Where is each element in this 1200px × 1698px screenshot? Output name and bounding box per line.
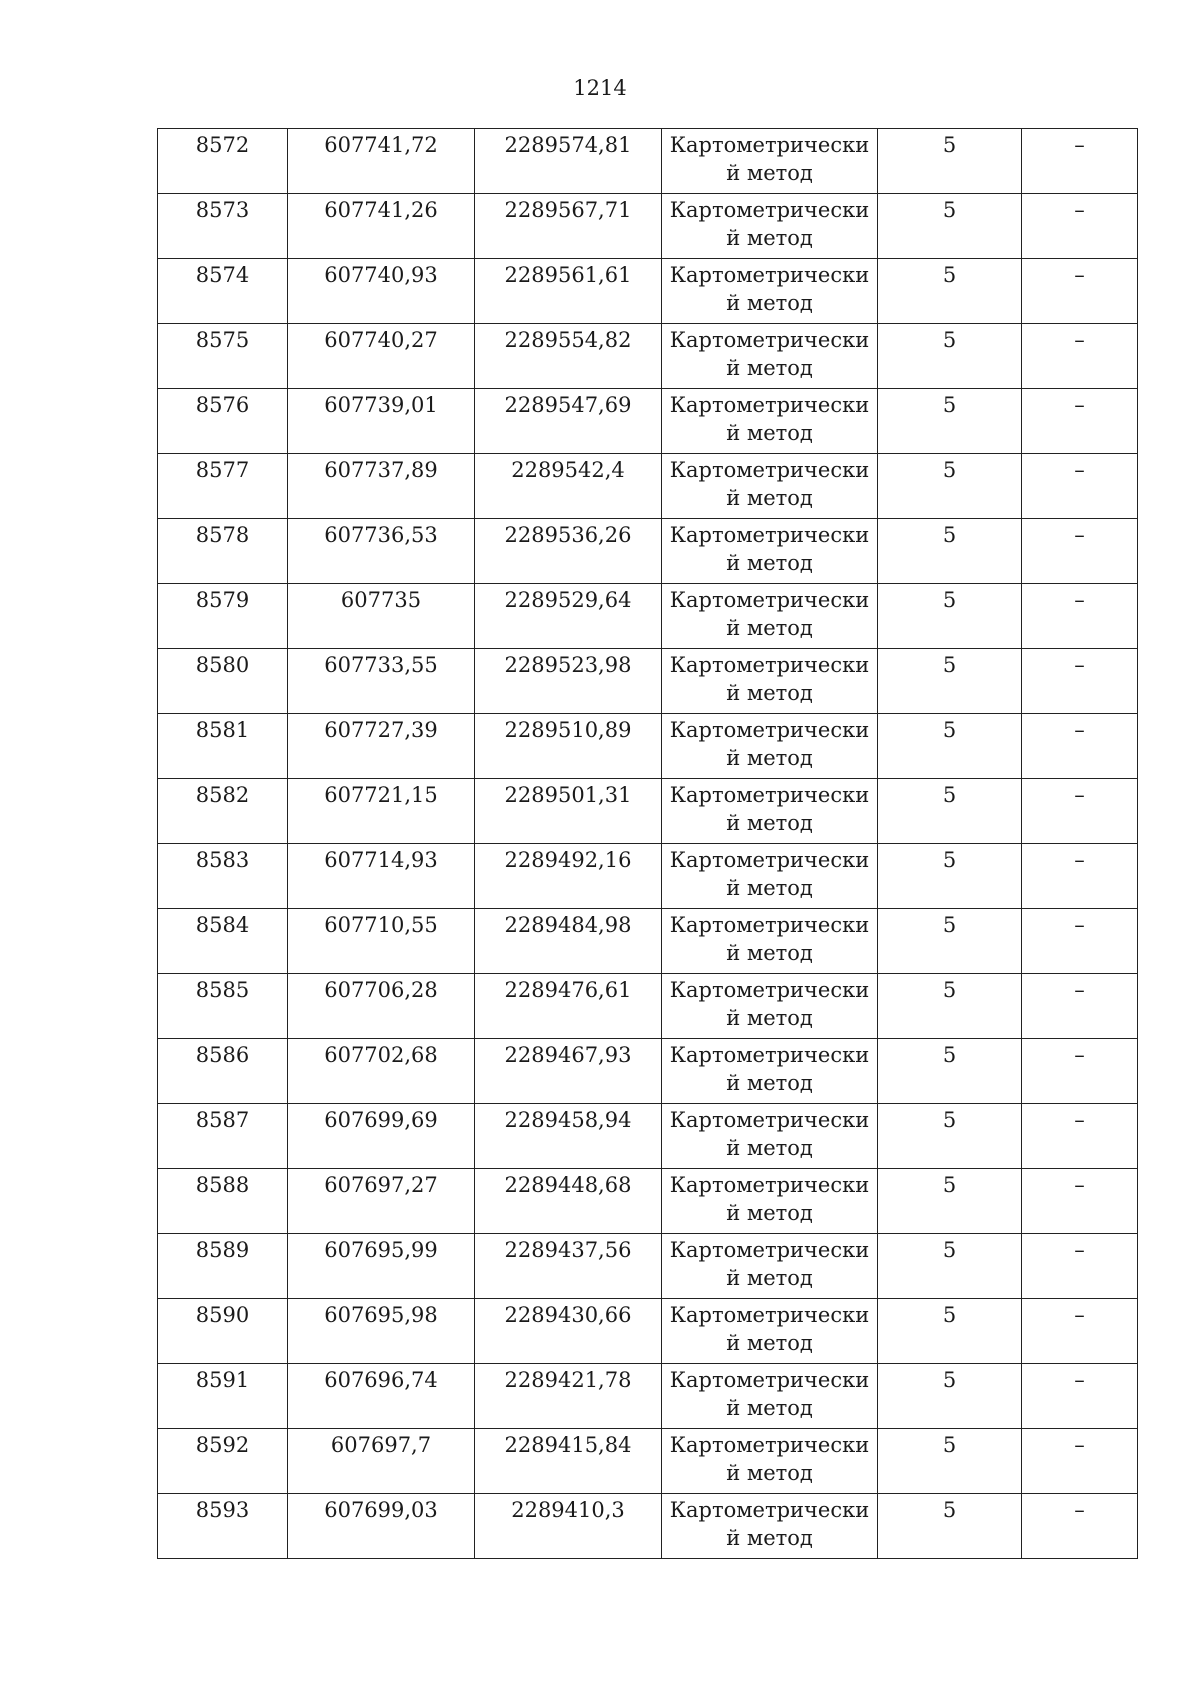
method-line-1: Картометрически: [669, 913, 870, 937]
method-line-2: й метод: [726, 1526, 813, 1550]
method-cell: [662, 1169, 878, 1234]
accuracy-cell: 5: [878, 779, 1022, 844]
method-line-2: й метод: [726, 1266, 813, 1290]
x-coordinate-cell: 607706,28: [288, 974, 475, 1039]
note-cell: –: [1022, 584, 1138, 649]
point-number-cell: 8587: [158, 1104, 288, 1169]
x-coordinate-cell: 607699,69: [288, 1104, 475, 1169]
table-row: [158, 1104, 1138, 1169]
point-number-cell: 8582: [158, 779, 288, 844]
table-row: [158, 129, 1138, 194]
point-number-cell: 8589: [158, 1234, 288, 1299]
method-cell: [662, 1234, 878, 1299]
method-cell: [662, 194, 878, 259]
method-line-2: й метод: [726, 291, 813, 315]
method-line-2: й метод: [726, 551, 813, 575]
method-cell: [662, 519, 878, 584]
method-line-1: Картометрически: [669, 263, 870, 287]
point-number-cell: 8576: [158, 389, 288, 454]
note-cell: –: [1022, 974, 1138, 1039]
method-line-2: й метод: [726, 811, 813, 835]
accuracy-cell: 5: [878, 259, 1022, 324]
method-line-1: Картометрически: [669, 1043, 870, 1067]
method-cell: [662, 389, 878, 454]
accuracy-cell: 5: [878, 1039, 1022, 1104]
method-line-2: й метод: [726, 161, 813, 185]
method-cell: [662, 324, 878, 389]
note-cell: –: [1022, 129, 1138, 194]
point-number-cell: 8575: [158, 324, 288, 389]
note-cell: –: [1022, 844, 1138, 909]
accuracy-cell: 5: [878, 1169, 1022, 1234]
y-coordinate-cell: 2289448,68: [475, 1169, 662, 1234]
note-cell: –: [1022, 779, 1138, 844]
table-row: [158, 649, 1138, 714]
table-row: [158, 519, 1138, 584]
y-coordinate-cell: 2289529,64: [475, 584, 662, 649]
point-number-cell: 8579: [158, 584, 288, 649]
method-line-2: й метод: [726, 1461, 813, 1485]
note-cell: –: [1022, 1364, 1138, 1429]
method-line-1: Картометрически: [669, 1368, 870, 1392]
point-number-cell: 8577: [158, 454, 288, 519]
x-coordinate-cell: 607741,26: [288, 194, 475, 259]
table-row: [158, 844, 1138, 909]
y-coordinate-cell: 2289510,89: [475, 714, 662, 779]
y-coordinate-cell: 2289492,16: [475, 844, 662, 909]
accuracy-cell: 5: [878, 1494, 1022, 1559]
y-coordinate-cell: 2289430,66: [475, 1299, 662, 1364]
x-coordinate-cell: 607697,7: [288, 1429, 475, 1494]
point-number-cell: 8573: [158, 194, 288, 259]
accuracy-cell: 5: [878, 389, 1022, 454]
accuracy-cell: 5: [878, 974, 1022, 1039]
table-row: [158, 1169, 1138, 1234]
table-row: [158, 1039, 1138, 1104]
note-cell: –: [1022, 714, 1138, 779]
table-row: [158, 1364, 1138, 1429]
table-row: [158, 1234, 1138, 1299]
method-line-2: й метод: [726, 1201, 813, 1225]
x-coordinate-cell: 607695,99: [288, 1234, 475, 1299]
method-line-1: Картометрически: [669, 458, 870, 482]
note-cell: –: [1022, 454, 1138, 519]
accuracy-cell: 5: [878, 519, 1022, 584]
x-coordinate-cell: 607733,55: [288, 649, 475, 714]
accuracy-cell: 5: [878, 1429, 1022, 1494]
x-coordinate-cell: 607740,27: [288, 324, 475, 389]
method-cell: [662, 779, 878, 844]
method-line-1: Картометрически: [669, 718, 870, 742]
method-line-1: Картометрически: [669, 393, 870, 417]
method-line-2: й метод: [726, 1006, 813, 1030]
y-coordinate-cell: 2289542,4: [475, 454, 662, 519]
point-number-cell: 8592: [158, 1429, 288, 1494]
method-cell: [662, 259, 878, 324]
method-cell: [662, 1104, 878, 1169]
note-cell: –: [1022, 324, 1138, 389]
point-number-cell: 8583: [158, 844, 288, 909]
accuracy-cell: 5: [878, 324, 1022, 389]
accuracy-cell: 5: [878, 909, 1022, 974]
method-line-2: й метод: [726, 746, 813, 770]
point-number-cell: 8580: [158, 649, 288, 714]
method-cell: [662, 844, 878, 909]
accuracy-cell: 5: [878, 194, 1022, 259]
method-line-1: Картометрически: [669, 1238, 870, 1262]
point-number-cell: 8578: [158, 519, 288, 584]
accuracy-cell: 5: [878, 649, 1022, 714]
x-coordinate-cell: 607697,27: [288, 1169, 475, 1234]
method-cell: [662, 1494, 878, 1559]
method-cell: [662, 584, 878, 649]
y-coordinate-cell: 2289567,71: [475, 194, 662, 259]
method-cell: [662, 974, 878, 1039]
note-cell: –: [1022, 1234, 1138, 1299]
note-cell: –: [1022, 1299, 1138, 1364]
point-number-cell: 8581: [158, 714, 288, 779]
note-cell: –: [1022, 1494, 1138, 1559]
table-row: [158, 974, 1138, 1039]
accuracy-cell: 5: [878, 129, 1022, 194]
note-cell: –: [1022, 1429, 1138, 1494]
y-coordinate-cell: 2289547,69: [475, 389, 662, 454]
method-line-2: й метод: [726, 1396, 813, 1420]
method-line-2: й метод: [726, 876, 813, 900]
table-row: [158, 714, 1138, 779]
point-number-cell: 8590: [158, 1299, 288, 1364]
point-number-cell: 8588: [158, 1169, 288, 1234]
x-coordinate-cell: 607740,93: [288, 259, 475, 324]
method-cell: [662, 909, 878, 974]
x-coordinate-cell: 607721,15: [288, 779, 475, 844]
note-cell: –: [1022, 389, 1138, 454]
method-line-2: й метод: [726, 486, 813, 510]
method-line-1: Картометрически: [669, 1303, 870, 1327]
note-cell: –: [1022, 259, 1138, 324]
page-number: 1214: [573, 76, 627, 100]
point-number-cell: 8574: [158, 259, 288, 324]
x-coordinate-cell: 607696,74: [288, 1364, 475, 1429]
table-row: [158, 194, 1138, 259]
table-row: [158, 259, 1138, 324]
method-line-2: й метод: [726, 1331, 813, 1355]
point-number-cell: 8572: [158, 129, 288, 194]
method-line-1: Картометрически: [669, 1498, 870, 1522]
method-line-1: Картометрически: [669, 133, 870, 157]
note-cell: –: [1022, 1169, 1138, 1234]
note-cell: –: [1022, 1039, 1138, 1104]
x-coordinate-cell: 607699,03: [288, 1494, 475, 1559]
method-line-1: Картометрически: [669, 588, 870, 612]
table-row: [158, 454, 1138, 519]
method-cell: [662, 454, 878, 519]
method-line-1: Картометрически: [669, 783, 870, 807]
x-coordinate-cell: 607736,53: [288, 519, 475, 584]
method-line-2: й метод: [726, 941, 813, 965]
point-number-cell: 8593: [158, 1494, 288, 1559]
method-line-2: й метод: [726, 1136, 813, 1160]
accuracy-cell: 5: [878, 1364, 1022, 1429]
y-coordinate-cell: 2289415,84: [475, 1429, 662, 1494]
y-coordinate-cell: 2289410,3: [475, 1494, 662, 1559]
y-coordinate-cell: 2289484,98: [475, 909, 662, 974]
x-coordinate-cell: 607735: [288, 584, 475, 649]
accuracy-cell: 5: [878, 1104, 1022, 1169]
accuracy-cell: 5: [878, 1234, 1022, 1299]
method-cell: [662, 1039, 878, 1104]
y-coordinate-cell: 2289458,94: [475, 1104, 662, 1169]
x-coordinate-cell: 607695,98: [288, 1299, 475, 1364]
accuracy-cell: 5: [878, 844, 1022, 909]
x-coordinate-cell: 607737,89: [288, 454, 475, 519]
method-line-1: Картометрически: [669, 523, 870, 547]
table-row: [158, 909, 1138, 974]
note-cell: –: [1022, 649, 1138, 714]
x-coordinate-cell: 607702,68: [288, 1039, 475, 1104]
x-coordinate-cell: 607727,39: [288, 714, 475, 779]
method-cell: [662, 1429, 878, 1494]
method-line-1: Картометрически: [669, 653, 870, 677]
table-row: [158, 1429, 1138, 1494]
note-cell: –: [1022, 909, 1138, 974]
point-number-cell: 8585: [158, 974, 288, 1039]
method-line-2: й метод: [726, 681, 813, 705]
accuracy-cell: 5: [878, 454, 1022, 519]
y-coordinate-cell: 2289523,98: [475, 649, 662, 714]
method-cell: [662, 714, 878, 779]
method-line-2: й метод: [726, 226, 813, 250]
note-cell: –: [1022, 194, 1138, 259]
method-line-1: Картометрически: [669, 978, 870, 1002]
method-line-1: Картометрически: [669, 328, 870, 352]
method-line-1: Картометрически: [669, 1433, 870, 1457]
x-coordinate-cell: 607739,01: [288, 389, 475, 454]
y-coordinate-cell: 2289501,31: [475, 779, 662, 844]
x-coordinate-cell: 607741,72: [288, 129, 475, 194]
method-cell: [662, 1299, 878, 1364]
method-line-2: й метод: [726, 356, 813, 380]
table-row: [158, 324, 1138, 389]
table-row: [158, 779, 1138, 844]
method-line-1: Картометрически: [669, 1108, 870, 1132]
point-number-cell: 8584: [158, 909, 288, 974]
y-coordinate-cell: 2289476,61: [475, 974, 662, 1039]
coordinates-table: [157, 128, 1138, 1559]
accuracy-cell: 5: [878, 714, 1022, 779]
y-coordinate-cell: 2289421,78: [475, 1364, 662, 1429]
y-coordinate-cell: 2289536,26: [475, 519, 662, 584]
note-cell: –: [1022, 519, 1138, 584]
point-number-cell: 8586: [158, 1039, 288, 1104]
table-row: [158, 584, 1138, 649]
x-coordinate-cell: 607710,55: [288, 909, 475, 974]
point-number-cell: 8591: [158, 1364, 288, 1429]
y-coordinate-cell: 2289554,82: [475, 324, 662, 389]
table-row: [158, 1299, 1138, 1364]
y-coordinate-cell: 2289437,56: [475, 1234, 662, 1299]
method-line-1: Картометрически: [669, 1173, 870, 1197]
method-cell: [662, 649, 878, 714]
x-coordinate-cell: 607714,93: [288, 844, 475, 909]
table-row: [158, 389, 1138, 454]
note-cell: –: [1022, 1104, 1138, 1169]
method-line-1: Картометрически: [669, 198, 870, 222]
method-line-2: й метод: [726, 1071, 813, 1095]
method-line-1: Картометрически: [669, 848, 870, 872]
y-coordinate-cell: 2289467,93: [475, 1039, 662, 1104]
table-row: [158, 1494, 1138, 1559]
method-cell: [662, 129, 878, 194]
accuracy-cell: 5: [878, 1299, 1022, 1364]
method-cell: [662, 1364, 878, 1429]
y-coordinate-cell: 2289574,81: [475, 129, 662, 194]
y-coordinate-cell: 2289561,61: [475, 259, 662, 324]
method-line-2: й метод: [726, 421, 813, 445]
method-line-2: й метод: [726, 616, 813, 640]
accuracy-cell: 5: [878, 584, 1022, 649]
